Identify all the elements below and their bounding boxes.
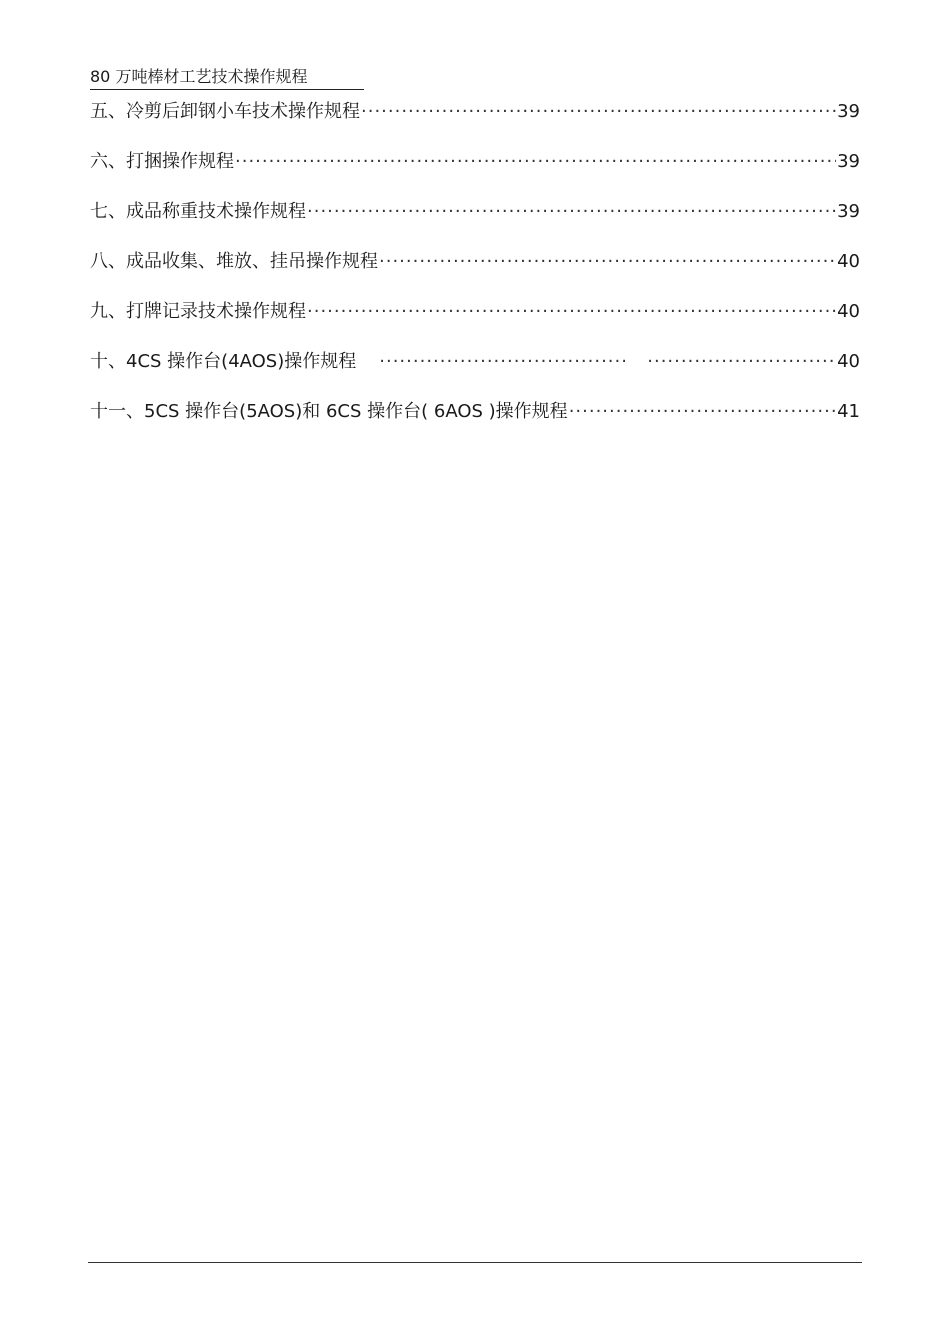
toc-leader-dots-segment <box>647 348 836 376</box>
toc-entry-label: 十一、5CS 操作台(5AOS)和 6CS 操作台( 6AOS )操作规程 <box>90 401 568 422</box>
toc-entry[interactable] <box>90 198 860 248</box>
toc-entry[interactable] <box>90 248 860 298</box>
toc-entry-label: 九、打牌记录技术操作规程 <box>90 301 306 322</box>
toc-leader-dots <box>357 348 836 376</box>
toc-leader-dots <box>569 398 836 426</box>
toc-leader-dots-segment <box>379 348 625 376</box>
toc-entry-page: 40 <box>837 301 860 322</box>
toc-entry[interactable] <box>90 298 860 348</box>
toc-entry-label: 十、4CS 操作台(4AOS)操作规程 <box>90 351 357 372</box>
toc-entry[interactable] <box>90 98 860 148</box>
toc-entry-page: 39 <box>837 101 860 122</box>
toc-entry-page: 39 <box>837 201 860 222</box>
toc-entry[interactable] <box>90 148 860 198</box>
toc-entry-page: 39 <box>837 151 860 172</box>
table-of-contents <box>90 98 860 448</box>
toc-entry[interactable] <box>90 348 860 398</box>
toc-leader-dots <box>361 98 836 126</box>
footer-divider <box>88 1262 862 1263</box>
toc-entry-label: 五、冷剪后卸钢小车技术操作规程 <box>90 101 360 122</box>
toc-leader-dots <box>307 198 836 226</box>
toc-entry-page: 40 <box>837 251 860 272</box>
toc-leader-dots <box>379 248 836 276</box>
header-title: 80 万吨棒材工艺技术操作规程 <box>90 67 308 86</box>
toc-entry-page: 41 <box>837 401 860 422</box>
running-header <box>90 66 364 90</box>
toc-entry-label: 六、打捆操作规程 <box>90 151 234 172</box>
toc-entry-label: 八、成品收集、堆放、挂吊操作规程 <box>90 251 378 272</box>
toc-entry-page: 40 <box>837 351 860 372</box>
toc-entry[interactable] <box>90 398 860 448</box>
toc-entry-label: 七、成品称重技术操作规程 <box>90 201 306 222</box>
toc-leader-dots <box>307 298 836 326</box>
toc-leader-dots <box>235 148 836 176</box>
